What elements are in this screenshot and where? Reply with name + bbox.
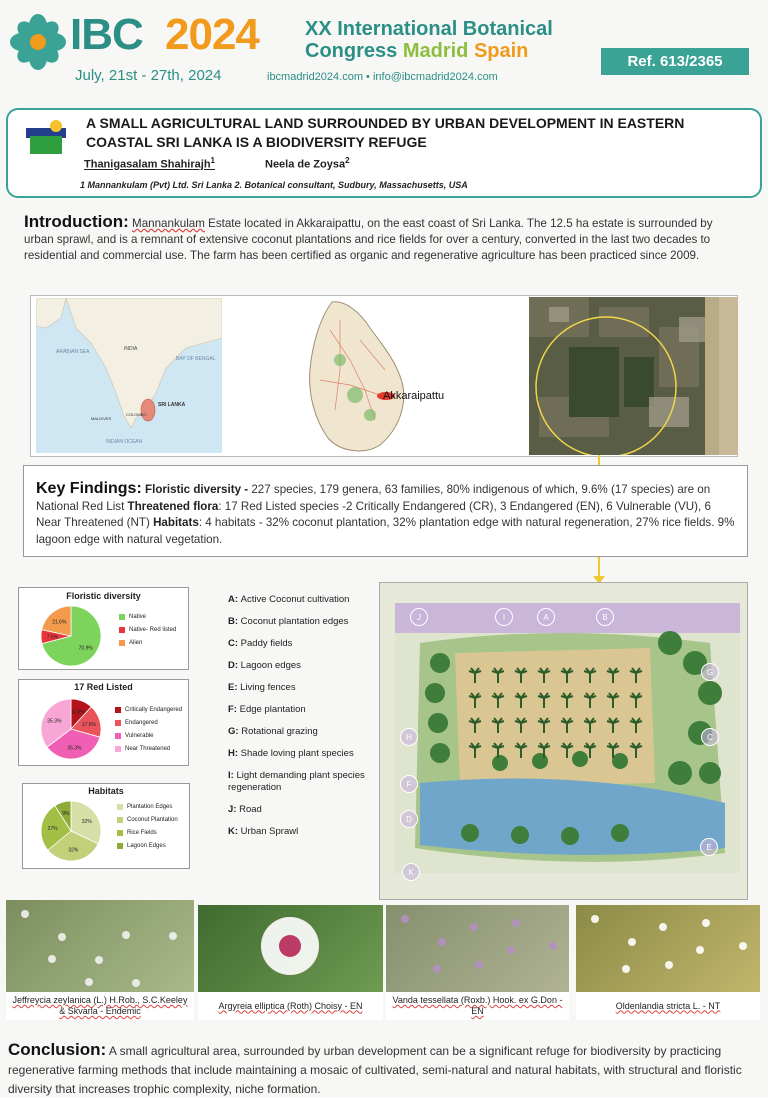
reference-badge: Ref. 613/2365 <box>601 48 749 75</box>
legend-item <box>117 800 178 813</box>
legend-item <box>115 716 182 729</box>
legend-entry: F: Edge plantation <box>228 704 306 715</box>
map-label: BAY OF BENGAL <box>176 356 216 362</box>
legend-label: Native <box>129 613 147 620</box>
congress-dates: July, 21st - 27th, 2024 <box>75 67 222 84</box>
ibc-logo-year: 2024 <box>165 10 259 59</box>
flower-shape <box>438 938 446 946</box>
flower-shape <box>401 915 409 923</box>
legend-label: Coconut Plantation <box>127 816 178 823</box>
illustration-marker: D <box>400 810 418 828</box>
congress-title-line1: XX International Botanical <box>305 18 553 40</box>
legend-item <box>117 839 178 852</box>
illustration-marker: F <box>400 775 418 793</box>
pie-chart-floristic <box>39 604 103 668</box>
map-label: ARABIAN SEA <box>56 349 90 355</box>
introduction: Introduction: Mannankulam Estate located in Akkaraipattu, on the east coast of Sri Lanka. The 12.5 ha estate is surrounded by urban sprawl, and is a remnant of extensive coconut plantations and rice fields for over a century, converted in the last two decades to residential and commercial use. The farm has been certified as organic and regenerative agriculture has been practiced since 2009. <box>24 212 713 262</box>
legend-entry: G: Rotational grazing <box>228 726 318 737</box>
illustration-marker: B <box>596 608 614 626</box>
illustration-marker: K <box>402 863 420 881</box>
legend-label: Alien <box>129 639 143 646</box>
legend-label: Lagoon Edges <box>127 842 166 849</box>
flower-shape <box>475 961 483 969</box>
legend-entry: H: Shade loving plant species <box>228 748 354 759</box>
flower-shape <box>95 956 103 964</box>
legend-swatch <box>117 830 123 836</box>
species-photo <box>576 905 760 992</box>
pie-data-label: 32% <box>68 847 79 854</box>
flower-shape <box>659 923 667 931</box>
flower-shape <box>512 919 520 927</box>
satellite-map <box>529 297 738 455</box>
legend-entry: C: Paddy fields <box>228 638 293 649</box>
species-photo-card <box>386 905 569 1020</box>
illustration-marker: J <box>410 608 428 626</box>
congress-title-line2: Congress Madrid Spain <box>305 40 529 62</box>
pie-data-label: 32% <box>81 819 92 826</box>
conclusion: Conclusion: A small agricultural area, surrounded by urban development can be a significant refuge for biodiversity by practicing regenerative farming methods that include maintaining a mosaic of cultivated, semi-natural and natural habitats, with structural and floristic diversity that increases trophic complexity, niche formation. <box>8 1040 742 1096</box>
legend-item <box>115 742 182 755</box>
legend-swatch <box>115 707 121 713</box>
legend-swatch <box>119 640 125 646</box>
legend-entry: I: Light demanding plant species regeneration <box>228 770 365 793</box>
legend-swatch <box>115 746 121 752</box>
legend-swatch <box>117 804 123 810</box>
species-photo <box>198 905 383 992</box>
key-findings-heading: Key Findings: <box>36 480 142 497</box>
flower-shape <box>433 965 441 973</box>
illustration-marker: E <box>700 838 718 856</box>
chart-legend <box>119 610 176 649</box>
chart-title: Floristic diversity <box>66 591 141 601</box>
illustration-marker: G <box>701 663 719 681</box>
pie-data-label: 17.6% <box>81 721 96 728</box>
flower-shape <box>739 942 747 950</box>
legend-swatch <box>117 843 123 849</box>
species-photo <box>386 905 569 992</box>
pie-data-label: 70.9% <box>78 645 93 652</box>
flower-shape <box>591 915 599 923</box>
legend-entry: B: Coconut plantation edges <box>228 616 349 627</box>
flower-shape <box>470 923 478 931</box>
pie-chart-habitats <box>39 799 103 863</box>
illustration-marker: C <box>701 728 719 746</box>
flower-shape <box>169 932 177 940</box>
legend-swatch <box>115 720 121 726</box>
chart-card-redlisted <box>18 679 189 766</box>
legend-item <box>115 703 182 716</box>
sri-lanka-map <box>270 300 470 455</box>
map-label: MALDIVES <box>91 416 112 421</box>
congress-contact[interactable]: ibcmadrid2024.com • info@ibcmadrid2024.com <box>267 71 498 83</box>
species-caption: Oldenlandia stricta L. - NT <box>615 1000 721 1011</box>
author-1: Thanigasalam Shahirajh$^1$ <box>84 156 215 171</box>
map-label: INDIA <box>124 346 138 352</box>
map-label: SRI LANKA <box>158 402 186 408</box>
illustration-marker: H <box>400 728 418 746</box>
legend-swatch <box>115 733 121 739</box>
legend-item <box>117 826 178 839</box>
flower-shape <box>549 942 557 950</box>
poster-title: A SMALL AGRICULTURAL LAND SURROUNDED BY URBAN DEVELOPMENT IN EASTERN COASTAL SRI LANKA IS A BIODIVERSITY REFUGE <box>86 115 685 150</box>
flower-shape <box>132 979 140 987</box>
legend-entry: D: Lagoon edges <box>228 660 301 671</box>
flower-shape <box>622 965 630 973</box>
map-label: INDIAN OCEAN <box>106 439 143 445</box>
pie-data-label: 9% <box>62 811 70 818</box>
legend-entry: A: Active Coconut cultivation <box>228 594 350 605</box>
species-caption: Argyreia elliptica (Roth) Choisy - EN <box>218 1000 363 1011</box>
chart-legend <box>115 703 182 755</box>
flower-shape <box>628 938 636 946</box>
legend-label: Endangered <box>125 719 158 726</box>
legend-swatch <box>119 614 125 620</box>
legend-item <box>119 610 176 623</box>
landscape-icon <box>26 118 66 156</box>
habitat-letter-legend <box>228 594 378 848</box>
region-map <box>36 298 222 453</box>
legend-label: Vulnerable <box>125 732 154 739</box>
flower-shape <box>48 955 56 963</box>
flower-shape <box>122 931 130 939</box>
legend-label: Critically Endangered <box>125 706 183 713</box>
species-photo-card <box>198 905 383 1020</box>
illustration-marker: I <box>495 608 513 626</box>
species-photo-card <box>6 900 194 1020</box>
chart-title: Habitats <box>88 786 124 796</box>
flower-logo-icon <box>10 14 66 70</box>
legend-entry: K: Urban Sprawl <box>228 826 299 837</box>
ibc-logo-text: IBC <box>70 10 143 59</box>
legend-entry: J: Road <box>228 804 262 815</box>
farm-illustration-drawing <box>380 583 749 901</box>
flower-shape <box>665 961 673 969</box>
pie-data-label: 35.3% <box>67 745 82 752</box>
legend-label: Plantation Edges <box>127 803 173 810</box>
species-caption: Jeffreycia zeylanica (L.) H.Rob., S.C.Keeley & Skvarla - Endemic <box>12 995 188 1016</box>
affiliations: 1 Mannankulam (Pvt) Ltd. Sri Lanka 2. Botanical consultant, Sudbury, Massachusetts, USA <box>80 180 468 190</box>
legend-entry: E: Living fences <box>228 682 296 693</box>
key-findings: Key Findings: Floristic diversity - 227 species, 179 genera, 63 families, 80% indigenous of which, 9.6% (17 species) are on National Red List Threatened flora: 17 Red Listed species -2 Critically Endangered (CR), 3 Endangered (EN), 6 Vulnerable (VU), 6 Near Threatened (NT) Habitats: 4 habitats - 32% coconut plantation, 32% plantation edge with natural regeneration, 27% rice fields. 9% lagoon edge with natural vegetation. <box>36 480 735 546</box>
species-caption: Vanda tessellata (Roxb.) Hook. ex G.Don - EN <box>392 995 563 1016</box>
pie-chart-redlisted <box>39 697 103 761</box>
legend-swatch <box>119 627 125 633</box>
pie-data-label: 21.6% <box>52 619 67 626</box>
farm-illustration <box>379 582 748 900</box>
chart-card-habitats <box>22 783 190 869</box>
flower-shape <box>58 933 66 941</box>
flower-shape <box>261 917 319 975</box>
introduction-heading: Introduction: <box>24 212 129 231</box>
map-label: COLOMBO <box>126 412 147 417</box>
conclusion-heading: Conclusion: <box>8 1040 107 1059</box>
species-photo-card <box>576 905 760 1020</box>
illustration-marker: A <box>537 608 555 626</box>
species-photo <box>6 900 194 992</box>
legend-swatch <box>117 817 123 823</box>
flower-shape <box>507 946 515 954</box>
pie-data-label: 27% <box>47 826 58 833</box>
legend-item <box>119 636 176 649</box>
legend-item <box>117 813 178 826</box>
legend-item <box>119 623 176 636</box>
chart-title: 17 Red Listed <box>74 682 133 692</box>
pie-data-label: 7.5% <box>46 634 59 641</box>
legend-label: Native- Red listed <box>129 626 177 633</box>
legend-label: Near Threatened <box>125 745 171 752</box>
flower-shape <box>85 978 93 986</box>
pie-data-label: 11.8% <box>70 709 85 716</box>
author-2: Neela de Zoysa$^2$ <box>265 156 350 171</box>
flower-shape <box>702 919 710 927</box>
flower-shape <box>21 910 29 918</box>
legend-item <box>115 729 182 742</box>
legend-label: Rice Fields <box>127 829 157 836</box>
pie-data-label: 35.3% <box>47 718 62 725</box>
flower-shape <box>696 946 704 954</box>
chart-legend <box>117 800 178 852</box>
chart-card-floristic <box>18 587 189 670</box>
town-label: Akkaraipattu <box>383 390 445 402</box>
